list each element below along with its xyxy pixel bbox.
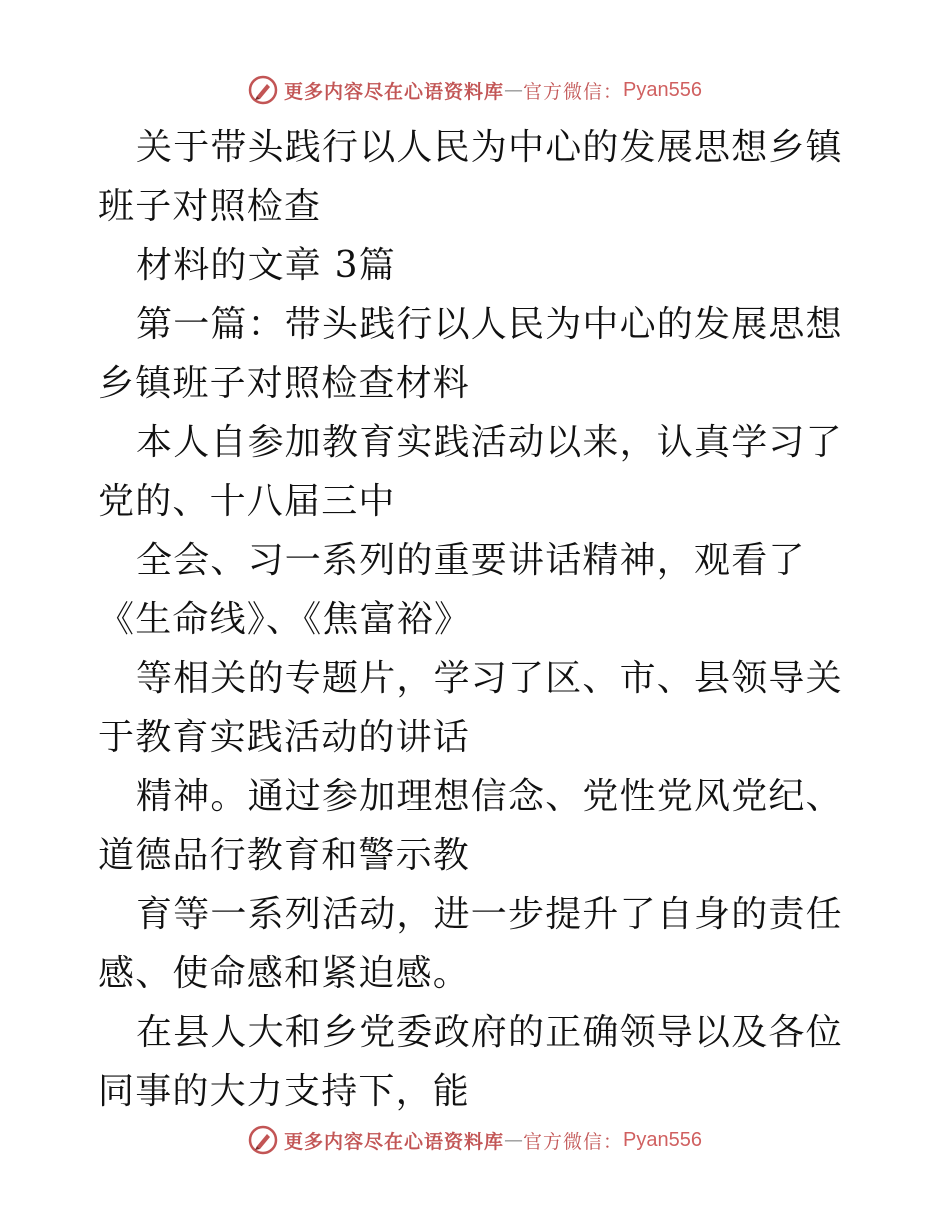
watermark-wechat-id: Pyan556 bbox=[623, 1128, 702, 1151]
watermark-label: 官方微信： bbox=[523, 1130, 624, 1153]
watermark-wechat-id: Pyan556 bbox=[623, 78, 702, 101]
body-paragraph: 在县人大和乡党委政府的正确领导以及各位同事的大力支持下，能 bbox=[98, 1012, 843, 1112]
document-body bbox=[98, 118, 858, 1121]
body-paragraph: 本人自参加教育实践活动以来，认真学习了党的、十八届三中 bbox=[98, 422, 843, 522]
section-heading: 第一篇：带头践行以人民为中心的发展思想乡镇班子对照检查材料 bbox=[98, 304, 843, 404]
body-paragraph: 等相关的专题片，学习了区、市、县领导关于教育实践活动的讲话 bbox=[98, 658, 843, 758]
header-watermark bbox=[0, 70, 950, 110]
body-paragraph: 全会、习一系列的重要讲话精神，观看了《生命线》、《焦富裕》 bbox=[98, 540, 806, 640]
watermark-brand: 更多内容尽在心语资料库 bbox=[284, 80, 505, 103]
pen-logo-icon bbox=[248, 1125, 278, 1155]
watermark-brand: 更多内容尽在心语资料库 bbox=[284, 1130, 505, 1153]
watermark-separator: — bbox=[504, 1129, 524, 1151]
watermark-label: 官方微信： bbox=[523, 80, 624, 103]
document-title: 关于带头践行以人民为中心的发展思想乡镇班子对照检查 bbox=[98, 127, 843, 227]
footer-watermark bbox=[0, 1120, 950, 1160]
document-title-continued: 材料的文章 3篇 bbox=[136, 245, 396, 286]
body-paragraph: 育等一系列活动，进一步提升了自身的责任感、使命感和紧迫感。 bbox=[98, 894, 843, 994]
body-paragraph: 精神。通过参加理想信念、党性党风党纪、道德品行教育和警示教 bbox=[98, 776, 843, 876]
watermark-separator: — bbox=[504, 79, 524, 101]
pen-logo-icon bbox=[248, 75, 278, 105]
